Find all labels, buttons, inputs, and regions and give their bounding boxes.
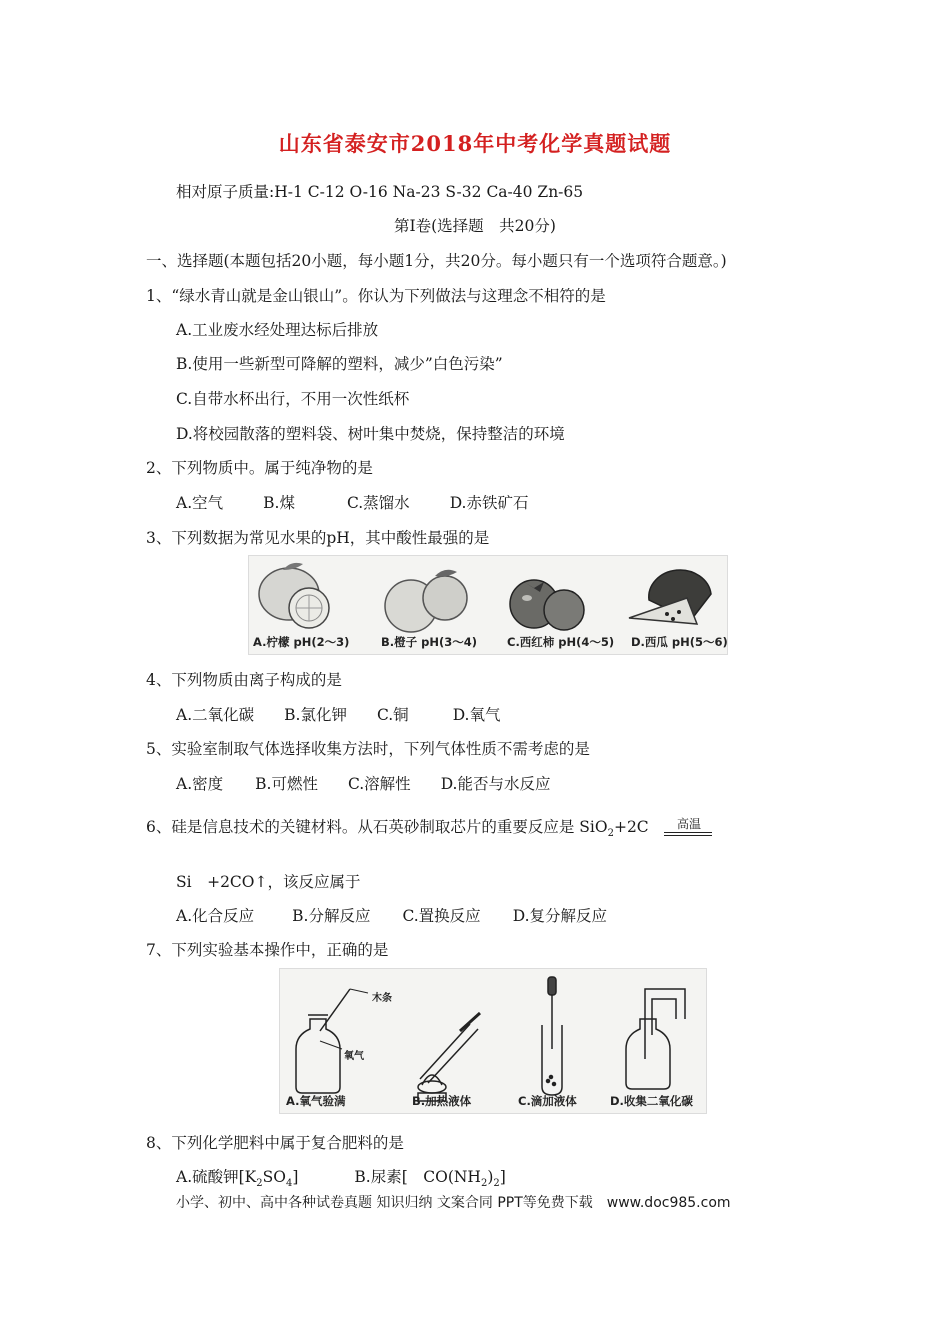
q2-option-a: A.空气 — [176, 494, 224, 512]
q3-stem: 3、下列数据为常见水果的pH，其中酸性最强的是 — [146, 529, 490, 547]
dropper-illustration — [542, 977, 562, 1095]
lab-illustrations — [280, 969, 706, 1113]
q6-option-d: D.复分解反应 — [512, 907, 608, 925]
q2-stem: 2、下列物质中。属于纯净物的是 — [146, 459, 373, 477]
label-stick: 木条 — [372, 993, 392, 1004]
caption-orange: B.橙子 pH(3～4) — [381, 635, 478, 649]
section-heading: 一、选择题(本题包括20小题，每小题1分，共20分。每小题只有一个选项符合题意。) — [146, 252, 727, 270]
page-title: 山东省泰安市2018年中考化学真题试题 — [278, 131, 672, 156]
q6-option-c: C.置换反应 — [402, 907, 481, 925]
part-heading: 第Ⅰ卷(选择题 共20分) — [394, 217, 556, 235]
q4-option-b: B.氯化钾 — [284, 706, 347, 724]
label-oxygen: 氧气 — [344, 1051, 364, 1062]
caption-heating: B.加热液体 — [412, 1094, 472, 1108]
q6-stem-continued: Si +2CO↑，该反应属于 — [176, 873, 361, 891]
q4-stem: 4、下列物质由离子构成的是 — [146, 671, 342, 689]
q1-option-b: B.使用一些新型可降解的塑料，减少”白色污染” — [176, 355, 503, 373]
q8-option-b: B.尿素[ $CO(NH_2)_2$] — [354, 1168, 506, 1190]
caption-collect-co2: D.收集二氧化碳 — [610, 1094, 693, 1108]
q2-option-d: D.赤铁矿石 — [449, 494, 529, 512]
q5-option-b: B.可燃性 — [255, 775, 318, 793]
heating-tube-illustration — [418, 1013, 480, 1101]
footer-ad: 小学、初中、高中各种试卷真题 知识归纳 文案合同 PPT等免费下载 www.doc985.com — [176, 1195, 731, 1211]
fruit-figure — [248, 555, 728, 655]
lab-operations-figure — [279, 968, 707, 1114]
q5-stem: 5、实验室制取气体选择收集方法时，下列气体性质不需考虑的是 — [146, 740, 590, 758]
caption-dropping: C.滴加液体 — [518, 1094, 577, 1108]
oxygen-bottle-illustration — [296, 989, 368, 1093]
q5-option-c: C.溶解性 — [347, 775, 411, 793]
q5-option-a: A.密度 — [176, 775, 224, 793]
q2-option-c: C.蒸馏水 — [346, 494, 410, 512]
q1-option-a: A.工业废水经处理达标后排放 — [176, 321, 379, 339]
q6-option-a: A.化合反应 — [176, 907, 255, 925]
caption-lemon: A.柠檬 pH(2～3) — [253, 635, 350, 649]
caption-tomato: C.西红柿 pH(4～5) — [507, 635, 615, 649]
caption-watermelon: D.西瓜 pH(5～6) — [631, 635, 728, 649]
q7-stem: 7、下列实验基本操作中，正确的是 — [146, 941, 389, 959]
reaction-condition: 高温 — [677, 817, 702, 831]
orange-illustration — [385, 570, 467, 632]
q8-options — [176, 1167, 506, 1194]
q2-option-b: B.煤 — [263, 494, 295, 512]
tomato-illustration — [510, 580, 584, 630]
q6-options — [176, 906, 607, 926]
lemon-illustration — [259, 563, 329, 628]
q1-stem: 1、“绿水青山就是金山银山”。你认为下列做法与这理念不相符的是 — [146, 287, 606, 305]
watermelon-illustration — [629, 570, 711, 624]
q4-option-c: C.铜 — [376, 706, 409, 724]
q6-stem: 6、硅是信息技术的关键材料。从石英砂制取芯片的重要反应是 SiO$_2$+2C — [146, 818, 649, 840]
q5-option-d: D.能否与水反应 — [440, 775, 551, 793]
q5-options — [176, 774, 551, 794]
q8-option-a: A.硫酸钾$[K_2SO_4]$ — [176, 1168, 299, 1190]
caption-oxygen-test: A.氧气验满 — [286, 1094, 346, 1108]
q2-options — [176, 493, 529, 513]
reaction-equals-sign — [664, 832, 712, 836]
q4-option-a: A.二氧化碳 — [176, 706, 255, 724]
q1-option-d: D.将校园散落的塑料袋、树叶集中焚烧，保持整洁的环境 — [176, 425, 565, 443]
q6-option-b: B.分解反应 — [292, 907, 371, 925]
atomic-mass-line: 相对原子质量:H-1 C-12 O-16 Na-23 S-32 Ca-40 Zn-65 — [176, 183, 584, 201]
q4-option-d: D.氧气 — [452, 706, 501, 724]
collection-bottle-illustration — [626, 989, 685, 1089]
q1-option-c: C.自带水杯出行，不用一次性纸杯 — [176, 390, 410, 408]
q8-stem: 8、下列化学肥料中属于复合肥料的是 — [146, 1134, 404, 1152]
q4-options — [176, 705, 501, 725]
